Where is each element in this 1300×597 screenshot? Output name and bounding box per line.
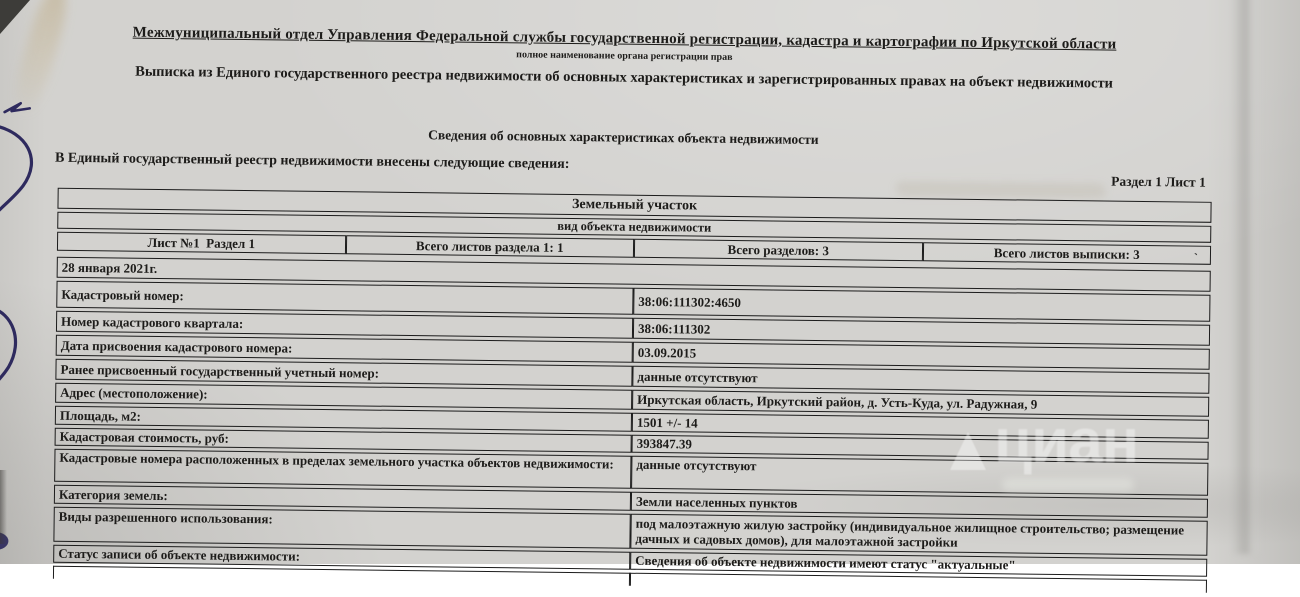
row-value: Сведения об объекте недвижимости имеют статус "актуальные" [630, 552, 1207, 577]
authority-name-caption: полное наименование органа регистрации прав [516, 49, 733, 63]
section-page-label: Раздел 1 Лист 1 [1111, 173, 1206, 190]
extract-sheets-total-text: Всего листов выписки: 3 [993, 244, 1140, 262]
sections-total-cell: Всего разделов: 3 [634, 239, 923, 262]
intro-line: В Единый государственный реестр недвижимости внесены следующие сведения: [54, 150, 570, 172]
row-value: 38:06:111302:4650 [633, 288, 1210, 322]
paper-crease [1232, 0, 1262, 554]
cian-watermark-subline [1002, 478, 1134, 491]
cian-watermark-text: циан [994, 407, 1139, 476]
row-value: Иркутская область, Иркутский район, д. Усть-Куда, ул. Радужная, 9 [632, 390, 1209, 417]
row-value: под малоэтажную жилую застройку (индивидуальное жилищное строительство; размещение дачных и садовых домов), для малоэтажной застройки [630, 514, 1207, 556]
row-label: Номер кадастрового квартала: [56, 311, 633, 339]
pen-tick-mark: ` [1193, 250, 1199, 265]
pen-squiggle-icon [5, 103, 30, 112]
row-label: Кадастровые номера расположенных в пределах земельного участка объектов недвижимости: [54, 449, 631, 489]
row-value: 38:06:111302 [633, 318, 1210, 346]
row-label: Виды разрешенного использования: [53, 507, 630, 549]
photo-left-edge-shadow [0, 470, 7, 544]
registration-authority-name: Межмуниципальный отдел Управления Федеральной службы государственной регистрации, кадастра и картографии по Иркутской области [132, 24, 1117, 53]
section-sheets-total-cell: Всего листов раздела 1: 1 [345, 235, 634, 258]
object-type-cell: Земельный участок [57, 188, 1211, 223]
row-label: Категория земель: [54, 485, 631, 511]
row-value: Земли населенных пунктов [631, 492, 1208, 518]
section-heading: Сведения об основных характеристиках объекта недвижимости [428, 127, 819, 148]
row-value: 393847.39 [632, 435, 1209, 460]
characteristics-table [53, 185, 1212, 596]
row-value: 1501 +/- 14 [632, 413, 1209, 439]
row-value: 03.09.2015 [633, 342, 1210, 370]
row-label: Ранее присвоенный государственный учетный номер: [55, 359, 632, 387]
row-value: данные отсутствуют [631, 456, 1208, 496]
sheet-number-cell: Лист №1 Раздел 1 [57, 232, 346, 255]
date-cell: 28 января 2021г. [57, 257, 1211, 292]
pen-loop-middle-icon [0, 308, 16, 391]
row-label: Площадь, м2: [55, 406, 632, 432]
extract-sheets-total-cell [922, 242, 1211, 265]
row-label: Адрес (местоположение): [55, 383, 632, 410]
row-label: Статус записи об объекте недвижимости: [53, 545, 630, 570]
object-type-caption-cell: вид объекта недвижимости [57, 212, 1211, 243]
row-value: данные отсутствуют [632, 366, 1209, 394]
extract-title: Выписка из Единого государственного реестра недвижимости об основных характеристиках и зарегистрированных правах на объект недвижимости [135, 63, 1114, 92]
cian-watermark [944, 407, 1184, 504]
row-label: Кадастровый номер: [56, 281, 633, 315]
cian-logo-icon [950, 432, 986, 470]
row-label: Дата присвоения кадастрового номера: [56, 335, 633, 363]
row-label: Кадастровая стоимость, руб: [55, 428, 632, 453]
pen-loop-top-icon [0, 126, 32, 220]
